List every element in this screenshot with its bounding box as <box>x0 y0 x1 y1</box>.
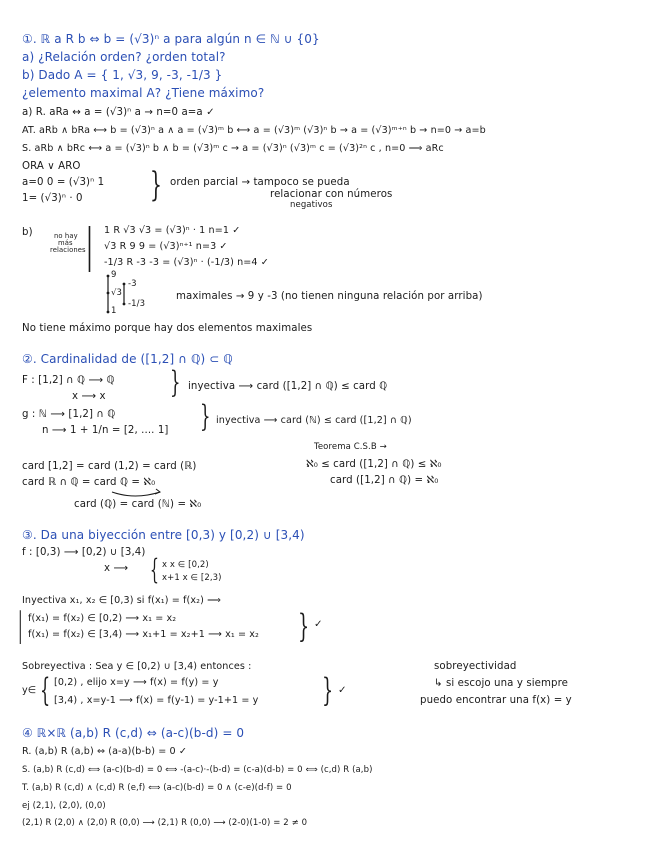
ex3-inj-case2: f(x₁) = f(x₂) ∈ [3,4) ⟶ x₁+1 = x₂+1 ⟶ x₁ = x₂ <box>28 629 259 640</box>
ex3-surjective: Sobreyectiva : Sea y ∈ [0,2) ∪ [3,4) entonces : <box>22 661 252 672</box>
hasse-label-minus1-3: -1/3 <box>128 299 146 309</box>
ex2-g-def: g : ℕ ⟶ [1,2] ∩ ℚ <box>22 409 116 420</box>
ex3-f-def: f : [0,3) ⟶ [0,2) ∪ [3,4) <box>22 547 146 558</box>
ex1-side-note-1: no hay <box>54 232 78 240</box>
ex1-rel-1: 1 R √3 √3 = (√3)ⁿ · 1 n=1 ✓ <box>104 225 241 236</box>
ex3-surj-y: y∈ <box>22 685 37 696</box>
ex2-card-q: card (ℚ) = card (ℕ) = ℵ₀ <box>74 499 202 510</box>
ex1-title: ①. ℝ a R b ⇔ b = (√3)ⁿ a para algún n ∈ ℕ ∪ {0} <box>22 32 320 46</box>
ex2-f-def: F : [1,2] ∩ ℚ ⟶ ℚ <box>22 375 115 386</box>
ex3-note-2: ↳ si escojo una y siempre <box>434 678 569 689</box>
check-icon: ✓ <box>338 685 347 696</box>
brace-icon: { <box>150 553 159 586</box>
check-icon: ✓ <box>314 619 323 630</box>
brace-icon: } <box>150 165 162 205</box>
ex4-example: ej (2,1), (2,0), (0,0) <box>22 801 106 811</box>
brace-icon: } <box>298 607 310 645</box>
ex2-theorem-result: card ([1,2] ∩ ℚ) = ℵ₀ <box>330 475 439 486</box>
ex3-injective: Inyectiva x₁, x₂ ∈ [0,3) si f(x₁) = f(x₂) ⟹ <box>22 595 221 606</box>
ex2-f-map: x ⟶ x <box>72 391 106 402</box>
ex1-question-a: a) ¿Relación orden? ¿orden total? <box>22 50 226 64</box>
ex4-reflexive: R. (a,b) R (a,b) ⇔ (a-a)(b-b) = 0 ✓ <box>22 746 187 757</box>
ex1-side-note-2: más <box>58 239 73 247</box>
ex1-maximals: maximales → 9 y -3 (no tienen ninguna relación por arriba) <box>176 291 483 302</box>
ex1-question-b2: ¿elemento maximal A? ¿Tiene máximo? <box>22 86 265 100</box>
ex1-b-label: b) <box>22 227 33 238</box>
ex2-card-interval: card [1,2] = card (1,2) = card (ℝ) <box>22 461 197 472</box>
ex1-case-a1: 1= (√3)ⁿ · 0 <box>22 193 83 204</box>
ex3-f-case1: x x ∈ [0,2) <box>162 560 209 570</box>
ex3-f-case2: x+1 x ∈ [2,3) <box>162 573 222 583</box>
brace-icon: | <box>86 218 93 272</box>
ex1-total-check: ORA ∨ ARO <box>22 161 81 172</box>
brace-icon: } <box>200 399 211 434</box>
ex3-inj-case1: f(x₁) = f(x₂) ∈ [0,2) ⟶ x₁ = x₂ <box>28 613 177 624</box>
hasse-label-sqrt3: √3 <box>111 288 123 298</box>
ex2-card-rq: card ℝ ∩ ℚ = card ℚ = ℵ₀ <box>22 477 156 488</box>
ex4-symmetric: S. (a,b) R (c,d) ⟺ (a-c)(b-d) = 0 ⟺ -(a-c)·-(b-d) = (c-a)(d-b) = 0 ⟺ (c,d) R (a,b) <box>22 765 373 775</box>
ex1-reflexive: a) R. aRa ↔ a = (√3)ⁿ a → n=0 a=a ✓ <box>22 107 215 118</box>
ex1-partial-order: orden parcial → tampoco se pueda <box>170 177 350 188</box>
ex1-conclusion: No tiene máximo porque hay dos elementos maximales <box>22 323 313 334</box>
ex2-title: ②. Cardinalidad de ([1,2] ∩ ℚ) ⊂ ℚ <box>22 352 233 366</box>
ex4-transitive: T. (a,b) R (c,d) ∧ (c,d) R (e,f) ⟺ (a-c)(b-d) = 0 ∧ (c-e)(d-f) = 0 <box>22 783 292 793</box>
ex2-theorem-ineq: ℵ₀ ≤ card ([1,2] ∩ ℚ) ≤ ℵ₀ <box>306 459 442 470</box>
brace-icon: { <box>40 671 51 709</box>
ex4-counterexample: (2,1) R (2,0) ∧ (2,0) R (0,0) ⟶ (2,1) R (0,0) ⟶ (2-0)(1-0) = 2 ≠ 0 <box>22 818 308 828</box>
ex3-title: ③. Da una biyección entre [0,3) y [0,2) ∪ [3,4) <box>22 528 305 542</box>
ex1-case-a0: a=0 0 = (√3)ⁿ 1 <box>22 177 105 188</box>
ex2-g-map: n ⟶ 1 + 1/n = [2, .... 1] <box>42 425 169 436</box>
hasse-label-1: 1 <box>111 306 117 316</box>
ex3-f-map: x ⟶ <box>104 563 129 574</box>
ex3-surj-case1: [0,2) , elijo x=y ⟶ f(x) = f(y) = y <box>54 677 219 688</box>
ex1-partial-order-2: relacionar con números <box>270 189 393 200</box>
ex3-note-1: sobreyectividad <box>434 661 517 672</box>
brace-icon: | <box>18 605 23 645</box>
ex1-antisymmetric: AT. aRb ∧ bRa ⟷ b = (√3)ⁿ a ∧ a = (√3)ᵐ b ⟷ a = (√3)ᵐ (√3)ⁿ b → a = (√3)ᵐ⁺ⁿ b → n=0 → a=b <box>22 125 486 136</box>
ex1-partial-order-3: negativos <box>290 200 333 210</box>
ex1-rel-3: -1/3 R -3 -3 = (√3)ⁿ · (-1/3) n=4 ✓ <box>104 257 269 268</box>
ex3-surj-case2: [3,4) , x=y-1 ⟶ f(x) = f(y-1) = y-1+1 = y <box>54 695 259 706</box>
brace-icon: } <box>170 365 181 400</box>
ex3-note-3: puedo encontrar una f(x) = y <box>420 695 572 706</box>
hasse-label-minus3: -3 <box>128 279 137 289</box>
ex1-rel-2: √3 R 9 9 = (√3)ⁿ⁺¹ n=3 ✓ <box>104 241 228 252</box>
ex1-side-note-3: relaciones <box>50 246 86 254</box>
ex2-f-injective: inyectiva ⟶ card ([1,2] ∩ ℚ) ≤ card ℚ <box>188 381 388 392</box>
hasse-label-9: 9 <box>111 270 117 280</box>
brace-icon: } <box>322 671 334 709</box>
ex4-title: ④ ℝ×ℝ (a,b) R (c,d) ⇔ (a-c)(b-d) = 0 <box>22 726 245 740</box>
ex1-question-b: b) Dado A = { 1, √3, 9, -3, -1/3 } <box>22 68 223 82</box>
ex2-theorem: Teorema C.S.B → <box>314 442 387 452</box>
ex2-g-injective: inyectiva ⟶ card (ℕ) ≤ card ([1,2] ∩ ℚ) <box>216 415 412 426</box>
ex1-transitive: S. aRb ∧ bRc ⟷ a = (√3)ⁿ b ∧ b = (√3)ᵐ c → a = (√3)ⁿ (√3)ᵐ c = (√3)²ⁿ c , n=0 ⟹ aRc <box>22 143 444 154</box>
